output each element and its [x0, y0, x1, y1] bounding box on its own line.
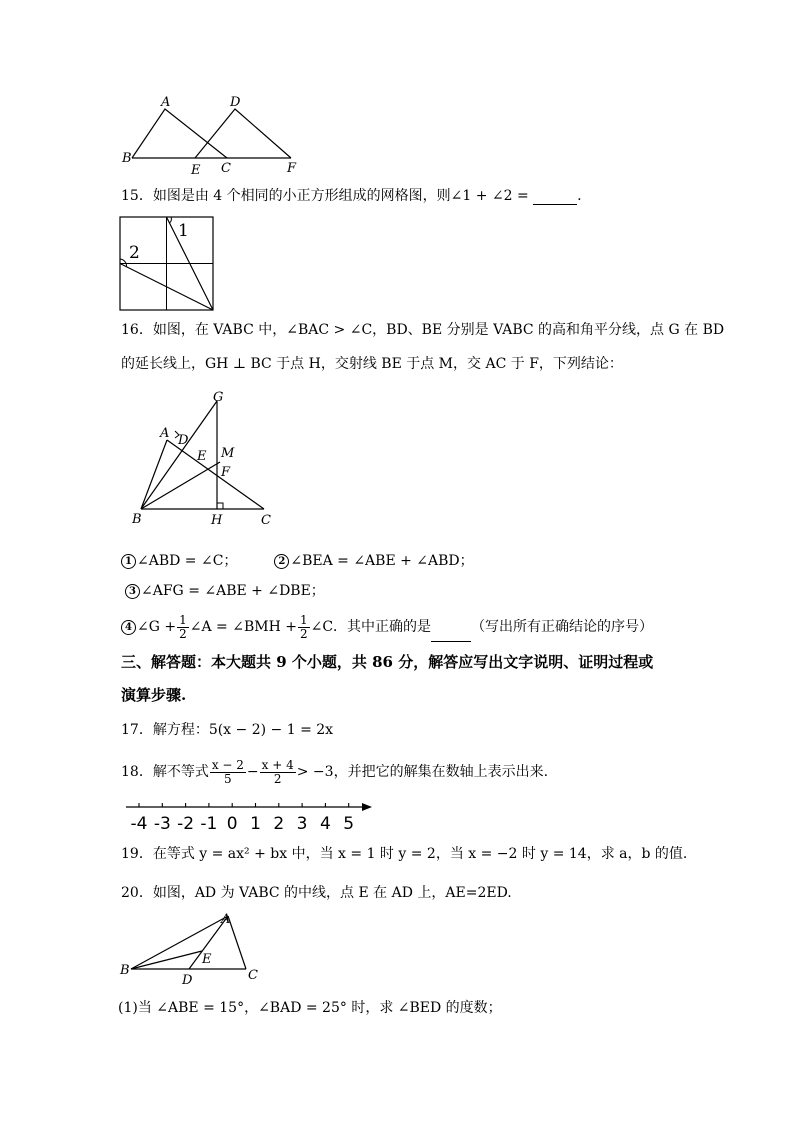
conclusion-row-1 — [121, 552, 474, 570]
label-b: B — [122, 151, 132, 166]
q15-end: . — [577, 188, 582, 204]
label-c: C — [261, 513, 271, 528]
question-17: 17．解方程：5(x − 2) − 1 = 2x — [121, 722, 334, 738]
triangle-def — [195, 109, 291, 158]
angle-1-arc — [170, 217, 172, 223]
fraction-half-1: $\frac{1}{2}$ — [179, 612, 187, 641]
q18-suffix: > −3，并把它的解集在数轴上表示出来. — [296, 764, 549, 780]
conclusion-1: ∠ABD = ∠C； — [137, 553, 238, 569]
label-a: A — [221, 912, 231, 927]
section-3-line2: 演算步骤. — [121, 686, 187, 704]
side-ac — [228, 916, 246, 969]
fraction-half-2: $\frac{1}{2}$ — [299, 612, 308, 641]
label-a: A — [160, 426, 170, 441]
marker-4: 4 — [121, 620, 136, 635]
label-d: D — [178, 433, 189, 448]
marker-3: 3 — [125, 584, 140, 599]
label-e: E — [202, 952, 212, 967]
number-line-label: -3 — [153, 814, 171, 834]
label-f: F — [287, 161, 297, 176]
question-15 — [121, 187, 582, 205]
number-line-label: -4 — [130, 814, 148, 834]
question-19: 19．在等式 y = ax² + bx 中，当 x = 1 时 y = 2，当 x = −2 时 y = 14，求 a，b 的值. — [121, 846, 688, 862]
figure-q20 — [115, 910, 265, 988]
label-f: F — [221, 465, 231, 480]
label-a: A — [161, 95, 171, 110]
label-g: G — [213, 390, 224, 405]
question-20-part-1: (1)当 ∠ABE = 15°，∠BAD = 25° 时，求 ∠BED 的度数； — [118, 1000, 502, 1016]
right-angle-h — [217, 503, 223, 509]
arrow-icon — [362, 803, 372, 811]
label-e: E — [197, 449, 207, 464]
label-d: D — [230, 95, 241, 110]
number-line-label: 1 — [250, 814, 261, 834]
number-line-label: 5 — [343, 814, 355, 834]
answer-blank-16[interactable] — [431, 627, 471, 642]
label-c: C — [248, 968, 258, 983]
figure-q15-grid — [118, 214, 218, 314]
label-b: B — [132, 512, 142, 527]
angle-2-label: 2 — [129, 243, 140, 263]
q18-minus: − — [246, 764, 259, 780]
label-c: C — [221, 161, 231, 176]
marker-2: 2 — [274, 554, 289, 569]
figure-q16 — [125, 388, 285, 533]
label-d: D — [182, 973, 193, 988]
conclusion-4b: ∠A = ∠BMH + — [189, 619, 297, 635]
label-b: B — [120, 963, 130, 978]
number-line-label: 0 — [226, 814, 238, 834]
figure-q14 — [115, 95, 315, 180]
question-20: 20．如图，AD 为 VABC 的中线，点 E 在 AD 上，AE=2ED. — [121, 885, 512, 901]
number-line — [120, 796, 380, 834]
conclusion-4-end: （写出所有正确结论的序号） — [471, 619, 654, 635]
conclusion-4c: ∠C．其中正确的是 — [310, 619, 432, 635]
triangle-abc — [132, 109, 227, 158]
number-line-label: 3 — [296, 814, 308, 834]
answer-blank-15[interactable] — [533, 190, 577, 205]
question-18 — [121, 756, 548, 788]
conclusion-row-4 — [121, 612, 653, 642]
line-be — [141, 462, 220, 509]
number-line-label: 2 — [273, 814, 285, 834]
question-16-line2: 的延长线上，GH ⊥ BC 于点 H，交射线 BE 于点 M，交 AC 于 F，下列结论： — [121, 356, 623, 372]
section-3-line1: 三、解答题：本大题共 9 个小题，共 86 分，解答应写出文字说明、证明过程或 — [121, 653, 654, 671]
fraction-2: $\frac{x + 4}{2}$ — [261, 757, 294, 786]
q18-prefix: 18．解不等式 — [121, 764, 209, 780]
question-16-line1: 16．如图，在 VABC 中，∠BAC > ∠C，BD、BE 分别是 VABC 的高和角平分线，点 G 在 BD — [121, 322, 725, 338]
number-line-label: -2 — [177, 814, 195, 834]
conclusion-4a: ∠G + — [137, 619, 177, 635]
label-h: H — [211, 513, 223, 528]
conclusion-row-3 — [125, 582, 325, 600]
side-ba — [131, 916, 228, 969]
q15-text: 15．如图是由 4 个相同的小正方形组成的网格图，则∠1 + ∠2 = — [121, 188, 529, 204]
conclusion-2: ∠BEA = ∠ABE + ∠ABD； — [290, 553, 474, 569]
conclusion-3: ∠AFG = ∠ABE + ∠DBE； — [141, 583, 325, 599]
angle-1-label: 1 — [178, 221, 189, 241]
label-e: E — [191, 163, 201, 178]
label-m: M — [221, 446, 235, 461]
marker-1: 1 — [121, 554, 136, 569]
fraction-1: $\frac{x - 2}{5}$ — [211, 757, 244, 786]
number-line-label: 4 — [319, 814, 331, 834]
number-line-label: -1 — [200, 814, 218, 834]
